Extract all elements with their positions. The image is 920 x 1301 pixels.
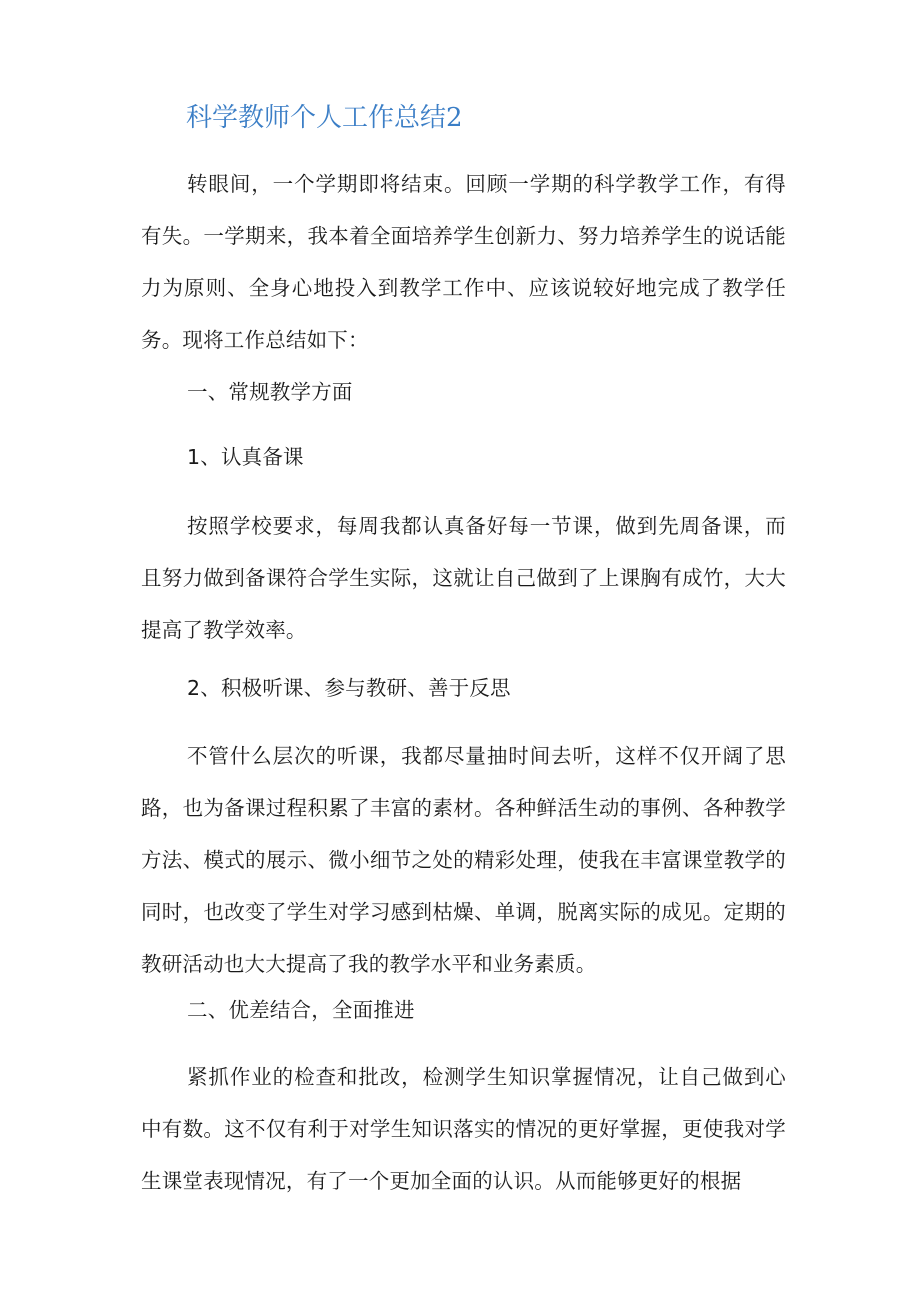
section-2-heading: 二、优差结合，全面推进	[187, 998, 415, 1022]
section-2-paragraph: 紧抓作业的检查和批改，检测学生知识掌握情况，让自己做到心中有数。这不仅有利于对学生知识落实的情况的更好掌握，更使我对学生课堂表现情况，有了一个更加全面的认识。从而能够更好的根据	[141, 1065, 786, 1193]
item-2-heading	[187, 662, 511, 714]
section-1-heading: 一、常规教学方面	[187, 380, 353, 404]
item-1-heading	[187, 431, 304, 483]
item-2-paragraph: 不管什么层次的听课，我都尽量抽时间去听，这样不仅开阔了思路，也为备课过程积累了丰富的素材。各种鲜活生动的事例、各种教学方法、模式的展示、微小细节之处的精彩处理，使我在丰富课堂教学的同时，也改变了学生对学习感到枯燥、单调，脱离实际的成见。定期的教研活动也大大提高了我的教学水平和业务素质。	[141, 744, 786, 976]
item-1-paragraph: 按照学校要求，每周我都认真备好每一节课，做到先周备课，而且努力做到备课符合学生实际，这就让自己做到了上课胸有成竹，大大提高了教学效率。	[141, 514, 786, 642]
item-1-number: 1	[187, 445, 201, 469]
item-2-heading-text: 、积极听课、参与教研、善于反思	[200, 676, 511, 700]
intro-paragraph: 转眼间，一个学期即将结束。回顾一学期的科学教学工作，有得有失。一学期来，我本着全面培养学生创新力、努力培养学生的说话能力为原则、全身心地投入到教学工作中、应该说较好地完成了教学任务。现将工作总结如下：	[141, 172, 786, 352]
item-2-number: 2	[187, 676, 201, 700]
document-title: 科学教师个人工作总结2	[186, 103, 463, 133]
item-1-heading-text: 、认真备课	[200, 445, 304, 469]
